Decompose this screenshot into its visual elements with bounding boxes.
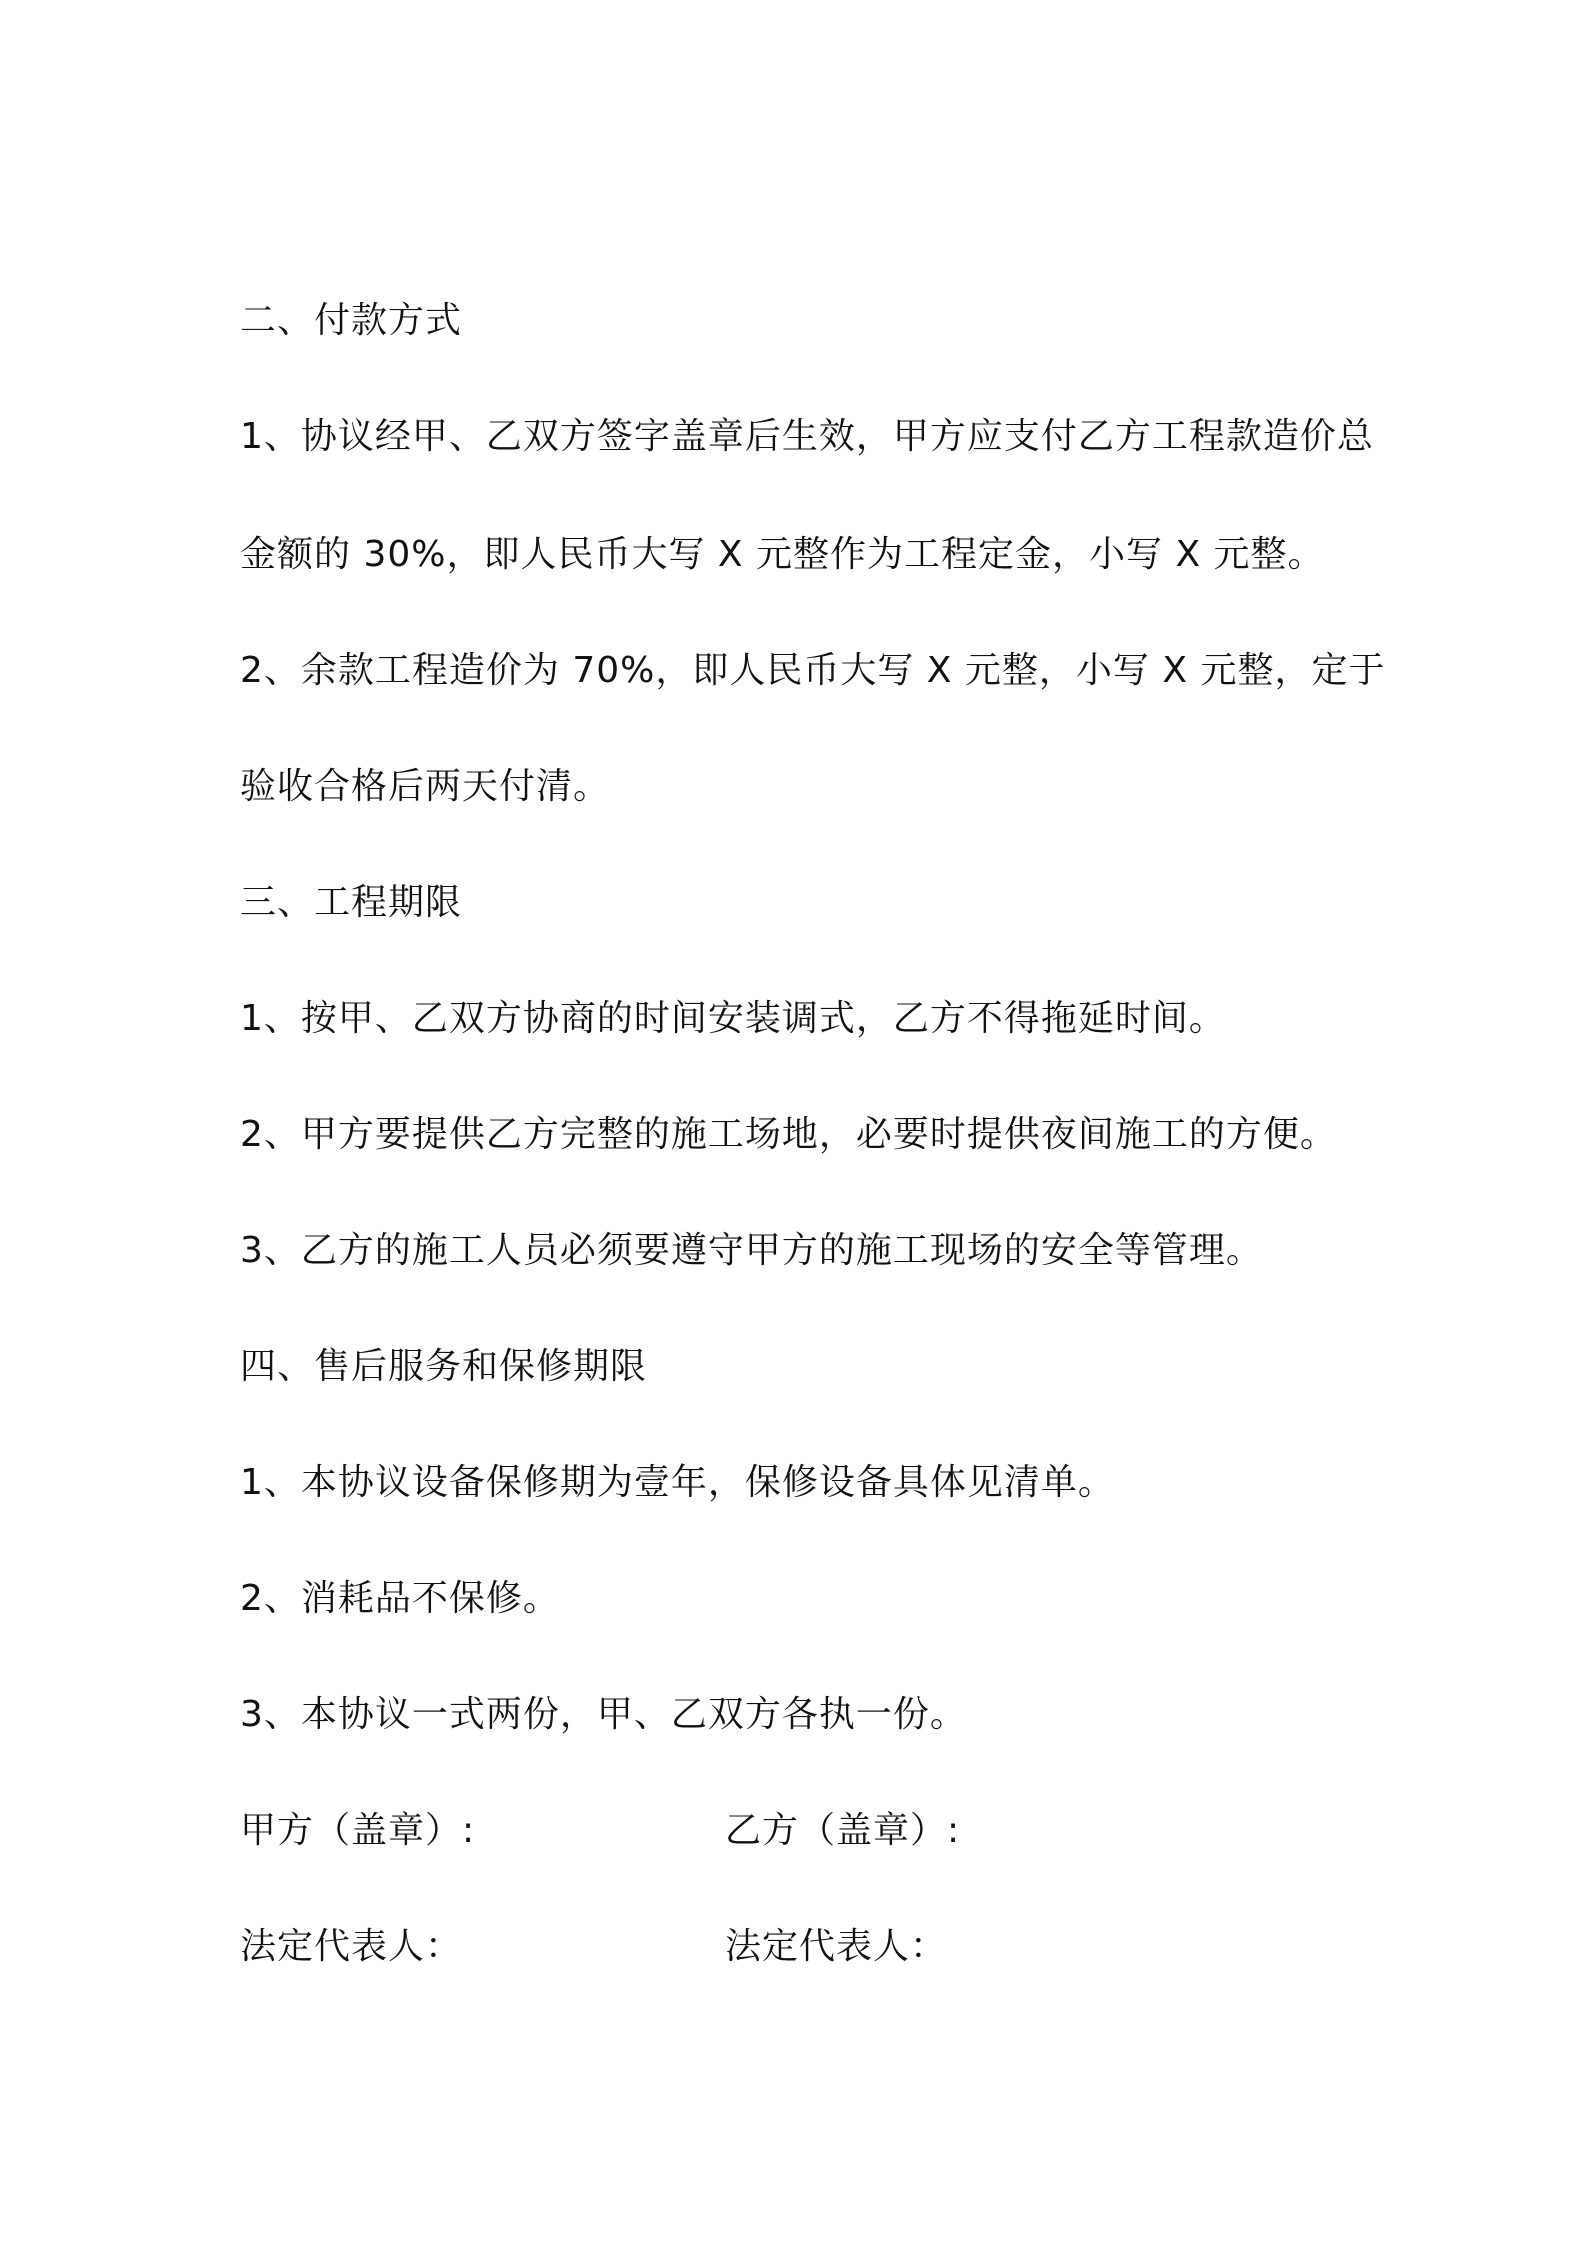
payment-clause-2-line-1: 2、余款工程造价为 70%，即人民币大写 X 元整，小写 X 元整，定于 [240, 650, 1386, 691]
section-heading-duration: 三、工程期限 [240, 882, 463, 923]
party-b-representative-label: 法定代表人： [725, 1926, 948, 1967]
duration-clause-1: 1、按甲、乙双方协商的时间安装调式，乙方不得拖延时间。 [240, 998, 1226, 1039]
warranty-clause-1: 1、本协议设备保修期为壹年，保修设备具体见清单。 [240, 1462, 1115, 1503]
duration-clause-3: 3、乙方的施工人员必须要遵守甲方的施工现场的安全等管理。 [240, 1230, 1263, 1271]
warranty-clause-3: 3、本协议一式两份，甲、乙双方各执一份。 [240, 1694, 967, 1735]
payment-clause-1-line-1: 1、协议经甲、乙双方签字盖章后生效，甲方应支付乙方工程款造价总 [240, 416, 1374, 457]
duration-clause-2: 2、甲方要提供乙方完整的施工场地，必要时提供夜间施工的方便。 [240, 1114, 1337, 1155]
payment-clause-1-line-2: 金额的 30%，即人民币大写 X 元整作为工程定金，小写 X 元整。 [240, 534, 1325, 575]
party-b-seal-label: 乙方（盖章）: [725, 1810, 961, 1851]
party-a-seal-label: 甲方（盖章）: [240, 1810, 476, 1851]
payment-clause-2-line-2: 验收合格后两天付清。 [240, 766, 611, 807]
section-heading-payment: 二、付款方式 [240, 300, 463, 341]
section-heading-warranty: 四、售后服务和保修期限 [240, 1346, 648, 1387]
party-a-representative-label: 法定代表人： [240, 1926, 463, 1967]
warranty-clause-2: 2、消耗品不保修。 [240, 1578, 560, 1619]
